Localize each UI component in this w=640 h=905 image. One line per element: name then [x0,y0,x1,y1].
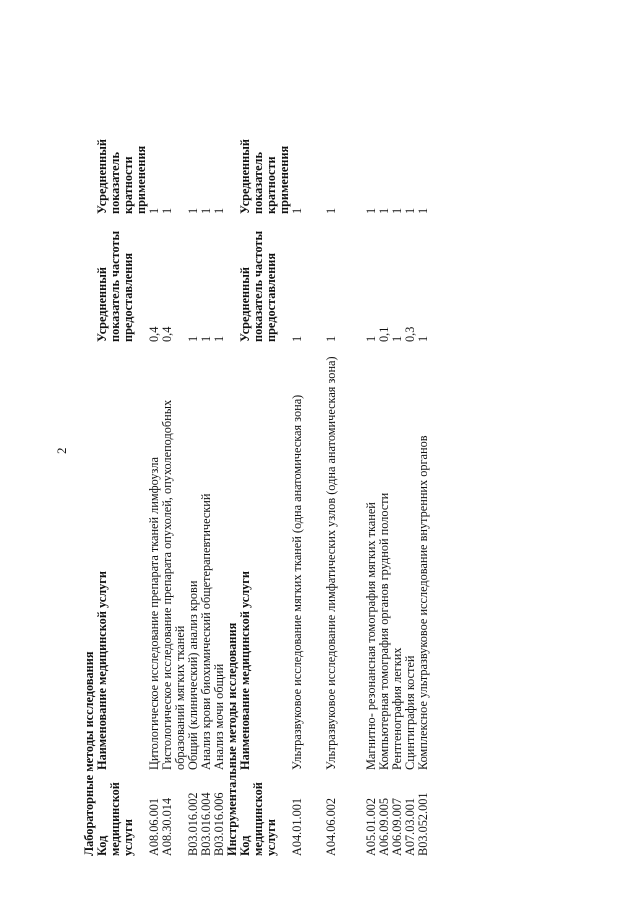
frequency-value: 1 [199,335,213,342]
service-name: Магнитно- резонансная томография мягких тканей [364,502,378,770]
service-code: A04.01.001 [290,797,304,856]
frequency-value: 1 [364,335,378,342]
service-name: Компьютерная томография органов грудной полости [377,492,391,770]
multiplicity-value: 1 [186,207,200,214]
frequency-value: 1 [212,335,226,342]
service-code: B03.052.001 [416,792,430,856]
service-name: Общий (клинический) анализ крови [186,580,200,770]
service-code: A06.09.007 [390,797,404,856]
service-name: Цитологическое исследование препарата тканей лимфоузла [147,457,161,770]
service-code: A07.03.001 [403,797,417,856]
multiplicity-value: 1 [403,207,417,214]
service-name: Анализ мочи общий [212,663,226,770]
instr-section-title: Инструментальные методы исследования [225,622,239,856]
frequency-value: 0,4 [147,326,161,342]
header-code: Код медицинской услуги [95,782,135,856]
service-name: Комплексное ультразвуковое исследование внутренних органов [416,435,430,770]
frequency-value: 1 [186,335,200,342]
service-code: A08.06.001 [147,797,161,856]
multiplicity-value: 1 [324,207,338,214]
service-name: Анализ крови биохимический общетерапевтический [199,493,213,770]
header-name: Наименование медицинской услуги [238,571,252,770]
service-code: A04.06.002 [324,797,338,856]
multiplicity-value: 1 [290,207,304,214]
service-code: B03.016.004 [199,792,213,856]
service-name: Сцинтиграфия костей [403,655,417,770]
multiplicity-value: 1 [364,207,378,214]
page-number: 2 [54,447,69,454]
service-name: Рентгенография легких [390,647,404,770]
header-frequency: Усредненный показатель частоты предоставления [238,230,278,342]
service-code: A05.01.002 [364,797,378,856]
service-name: Гистологическое исследование препарата опухолей, опухолеподобных образований мягких тканей [160,399,187,770]
service-code: A06.09.005 [377,797,391,856]
frequency-value: 1 [416,335,430,342]
multiplicity-value: 1 [199,207,213,214]
header-multiplicity: Усредненный показатель кратности применения [238,139,291,214]
multiplicity-value: 1 [416,207,430,214]
frequency-value: 1 [290,335,304,342]
multiplicity-value: 1 [390,207,404,214]
frequency-value: 0,1 [377,326,391,342]
frequency-value: 0,3 [403,326,417,342]
service-name: Ультразвуковое исследование мягких тканей (одна анатомическая зона) [290,394,304,770]
service-name: Ультразвуковое исследование лимфатических узлов (одна анатомическая зона) [324,356,338,770]
frequency-value: 0,4 [160,326,174,342]
header-name: Наименование медицинской услуги [95,571,109,770]
header-frequency: Усредненный показатель частоты предоставления [95,230,135,342]
frequency-value: 1 [390,335,404,342]
lab-section-title: Лабораторные методы исследования [82,651,96,856]
header-code: Код медицинской услуги [238,782,278,856]
service-code: B03.016.002 [186,792,200,856]
document-body [83,94,543,856]
multiplicity-value: 1 [377,207,391,214]
multiplicity-value: 1 [147,207,161,214]
service-code: A08.30.014 [160,797,174,856]
frequency-value: 1 [324,335,338,342]
service-code: B03.016.006 [212,792,226,856]
multiplicity-value: 1 [212,207,226,214]
multiplicity-value: 1 [160,207,174,214]
header-multiplicity: Усредненный показатель кратности применения [95,139,148,214]
